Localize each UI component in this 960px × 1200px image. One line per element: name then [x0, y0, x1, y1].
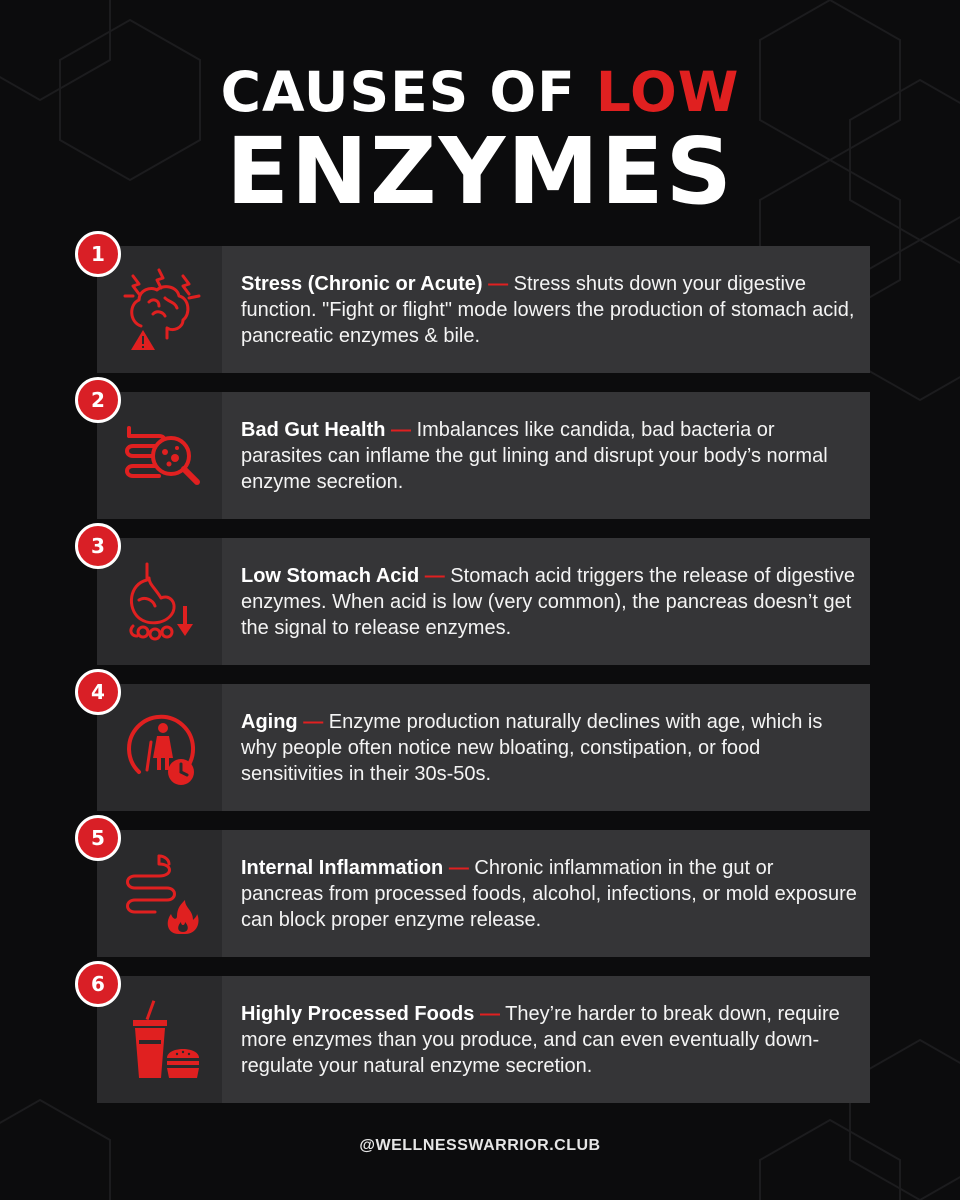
- cause-description: [241, 246, 861, 373]
- cause-card-2: [91, 388, 870, 519]
- cause-card-6: [91, 972, 870, 1103]
- cause-heading: Highly Processed Foods: [241, 1002, 475, 1025]
- cause-description: [241, 684, 861, 811]
- stressed-brain-icon: [119, 268, 203, 352]
- title-text: CAUSES OF: [220, 60, 576, 124]
- text-panel: [222, 392, 870, 519]
- heading-dash: —: [488, 272, 509, 295]
- title-accent-word: LOW: [595, 60, 740, 124]
- cause-body: Imbalances like candida, bad bacteria or parasites can inflame the gut lining and disrupt your body’s normal enzyme secretion.: [241, 418, 828, 493]
- inflamed-intestine-icon: [119, 852, 203, 936]
- cause-body: They’re harder to break down, require more enzymes than you produce, and can even eventually down-regulate your natural enzyme secretion.: [241, 1002, 840, 1077]
- cause-body: Stress shuts down your digestive function. "Fight or flight" mode lowers the production of stomach acid, pancreatic enzymes & bile.: [241, 272, 855, 347]
- title-line-1: [0, 60, 960, 124]
- cause-heading: Stress (Chronic or Acute): [241, 272, 483, 295]
- cause-heading: Low Stomach Acid: [241, 564, 420, 587]
- text-panel: [222, 684, 870, 811]
- page-title: [0, 60, 960, 225]
- cause-heading: Aging: [241, 710, 298, 733]
- text-panel: [222, 830, 870, 957]
- heading-dash: —: [479, 1002, 500, 1025]
- number-badge: 2: [75, 377, 121, 423]
- cause-card-5: [91, 826, 870, 957]
- cause-description: [241, 976, 861, 1103]
- title-line-2: ENZYMES: [226, 118, 734, 225]
- text-panel: [222, 246, 870, 373]
- heading-dash: —: [448, 856, 469, 879]
- intestine-magnifier-icon: [119, 414, 203, 498]
- heading-dash: —: [303, 710, 324, 733]
- number-badge: 6: [75, 961, 121, 1007]
- text-panel: [222, 538, 870, 665]
- cause-body: Enzyme production naturally declines with age, which is why people often notice new bloating, constipation, or food sensitivities in their 30s-50s.: [241, 710, 823, 785]
- number-badge: 1: [75, 231, 121, 277]
- cause-description: [241, 392, 861, 519]
- cause-card-3: [91, 534, 870, 665]
- heading-dash: —: [391, 418, 412, 441]
- cause-heading: Bad Gut Health: [241, 418, 386, 441]
- fast-food-icon: [119, 998, 203, 1082]
- cause-body: Stomach acid triggers the release of digestive enzymes. When acid is low (very common), the pancreas doesn’t get the signal to release enzymes.: [241, 564, 855, 639]
- number-badge: 5: [75, 815, 121, 861]
- cause-body: Chronic inflammation in the gut or pancreas from processed foods, alcohol, infections, or mold exposure can block proper enzyme release.: [241, 856, 857, 931]
- cause-description: [241, 538, 861, 665]
- stomach-down-arrow-icon: [119, 560, 203, 644]
- text-panel: [222, 976, 870, 1103]
- number-badge: 4: [75, 669, 121, 715]
- elderly-clock-icon: [119, 706, 203, 790]
- number-badge: 3: [75, 523, 121, 569]
- cause-card-1: [91, 242, 870, 373]
- cause-description: [241, 830, 861, 957]
- cause-heading: Internal Inflammation: [241, 856, 444, 879]
- heading-dash: —: [424, 564, 445, 587]
- cause-card-4: [91, 680, 870, 811]
- social-handle: @WELLNESSWARRIOR.CLUB: [359, 1137, 601, 1154]
